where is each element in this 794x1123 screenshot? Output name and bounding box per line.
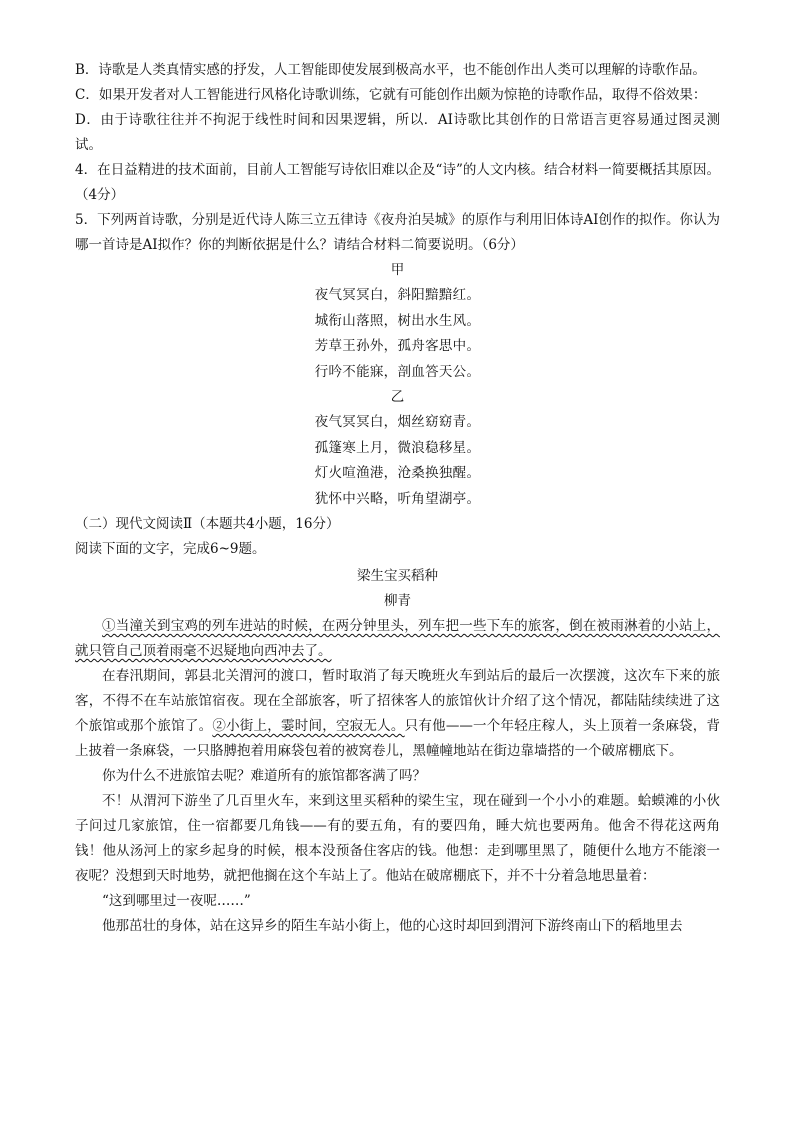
poem-a-line: 夜气冥冥白，斜阳黯黯红。 [314,287,481,303]
story-title: 梁生宝买稻种 [357,568,438,584]
paragraph-1 [75,614,720,664]
underlined-sentence-1: ①当潼关到宝鸡的列车进站的时候，在两分钟里头，列车把一些下车的旅客，倒在被雨淋着的小站上，就只管自己顶着雨毫不迟疑地向西冲去了。 [75,618,720,659]
paragraph-2-part-2: 只有他——一个年轻庄稼人，头上顶着一条麻袋，背上披着一条麻袋，一只胳膊抱着用麻袋包着的被窝卷儿，黑幢幢地站在街边靠墙搭的一个破席棚底下。 [75,718,721,759]
story-author: 柳青 [384,593,411,609]
paragraph-5: “这到哪里过一夜呢……” [102,893,251,909]
poem-b [75,385,720,512]
poem-b-label: 乙 [390,389,405,405]
paragraph-3: 你为什么不进旅馆去呢？难道所有的旅馆都客满了吗？ [102,768,426,784]
option-c: C．如果开发者对人工智能进行风格化诗歌训练，它就有可能创作出颇为惊艳的诗歌作品，取得不俗效果： [75,87,707,103]
poem-b-line: 灯火喧渔港，沧桑换独醒。 [314,465,481,481]
section-instruction: 阅读下面的文字，完成6~9题。 [75,541,266,557]
paragraph-6: 他那茁壮的身体，站在这异乡的陌生车站小街上，他的心这时却回到渭河下游终南山下的稻地里去 [102,918,683,934]
poem-a-line: 芳草王孙外，孤舟客思中。 [314,338,481,354]
paragraph-2-part-1: 在春汛期间，郭县北关渭河的渡口，暂时取消了每天晚班火车到站后的最后一次摆渡，这次车下来的旅客，不得不在车站旅馆宿夜。现在全部旅客，听了招徕客人的旅馆伙计介绍了这个情况，都陆陆续续进了这个旅馆或那个旅馆了。 [75,668,720,734]
option-b: B．诗歌是人类真情实感的抒发，人工智能即使发展到极高水平，也不能创作出人类可以理解的诗歌作品。 [75,62,706,78]
poem-a-line: 城衔山落照，树出水生风。 [314,312,481,329]
paragraph-2 [75,664,720,764]
poem-b-line: 犹怀中兴略，听角望湖亭。 [314,490,481,507]
poem-b-line: 夜气冥冥白，烟丝窈窈青。 [314,414,481,430]
paragraph-4: 不！从渭河下游坐了几百里火车，来到这里买稻种的梁生宝，现在碰到一个小小的难题。蛤蟆滩的小伙子问过几家旅馆，住一宿都要几角钱——有的要五角，有的要四角，睡大炕也要两角。他舍不得花这两角钱！他从汤河上的家乡起身的时候，根本没预备住客店的钱。他想：走到哪里黑了，随便什么地方不能滚一夜呢？没想到天时地势，就把他搁在这个车站上了。他站在破席棚底下，并不十分着急地思量着： [75,793,720,884]
question-5: 5．下列两首诗歌，分别是近代诗人陈三立五律诗《夜舟泊吴城》的原作与利用旧体诗AI创作的拟作。你认为哪一首诗是AI拟作？你的判断依据是什么？请结合材料二简要说明。（6分） [75,212,720,253]
poem-a-line: 行吟不能寐，剖血答天公。 [314,363,481,380]
poem-a [75,258,720,385]
document-page [75,58,720,939]
option-d: D．由于诗歌往往并不拘泥于线性时间和因果逻辑，所以．AI诗歌比其创作的日常语言更容易通过图灵测试。 [75,112,720,153]
question-4: 4．在日益精进的技术面前，目前人工智能写诗依旧难以企及“诗”的人文内核。结合材料一简要概括其原因。（4分） [75,162,720,203]
section-heading: （二）现代文阅读Ⅱ（本题共4小题，16分） [75,516,340,532]
underlined-sentence-2: ②小街上，霎时间，空寂无人。 [212,718,405,734]
poem-a-label: 甲 [390,262,405,278]
poem-b-line: 孤篷寒上月，微浪稳移星。 [314,439,481,456]
